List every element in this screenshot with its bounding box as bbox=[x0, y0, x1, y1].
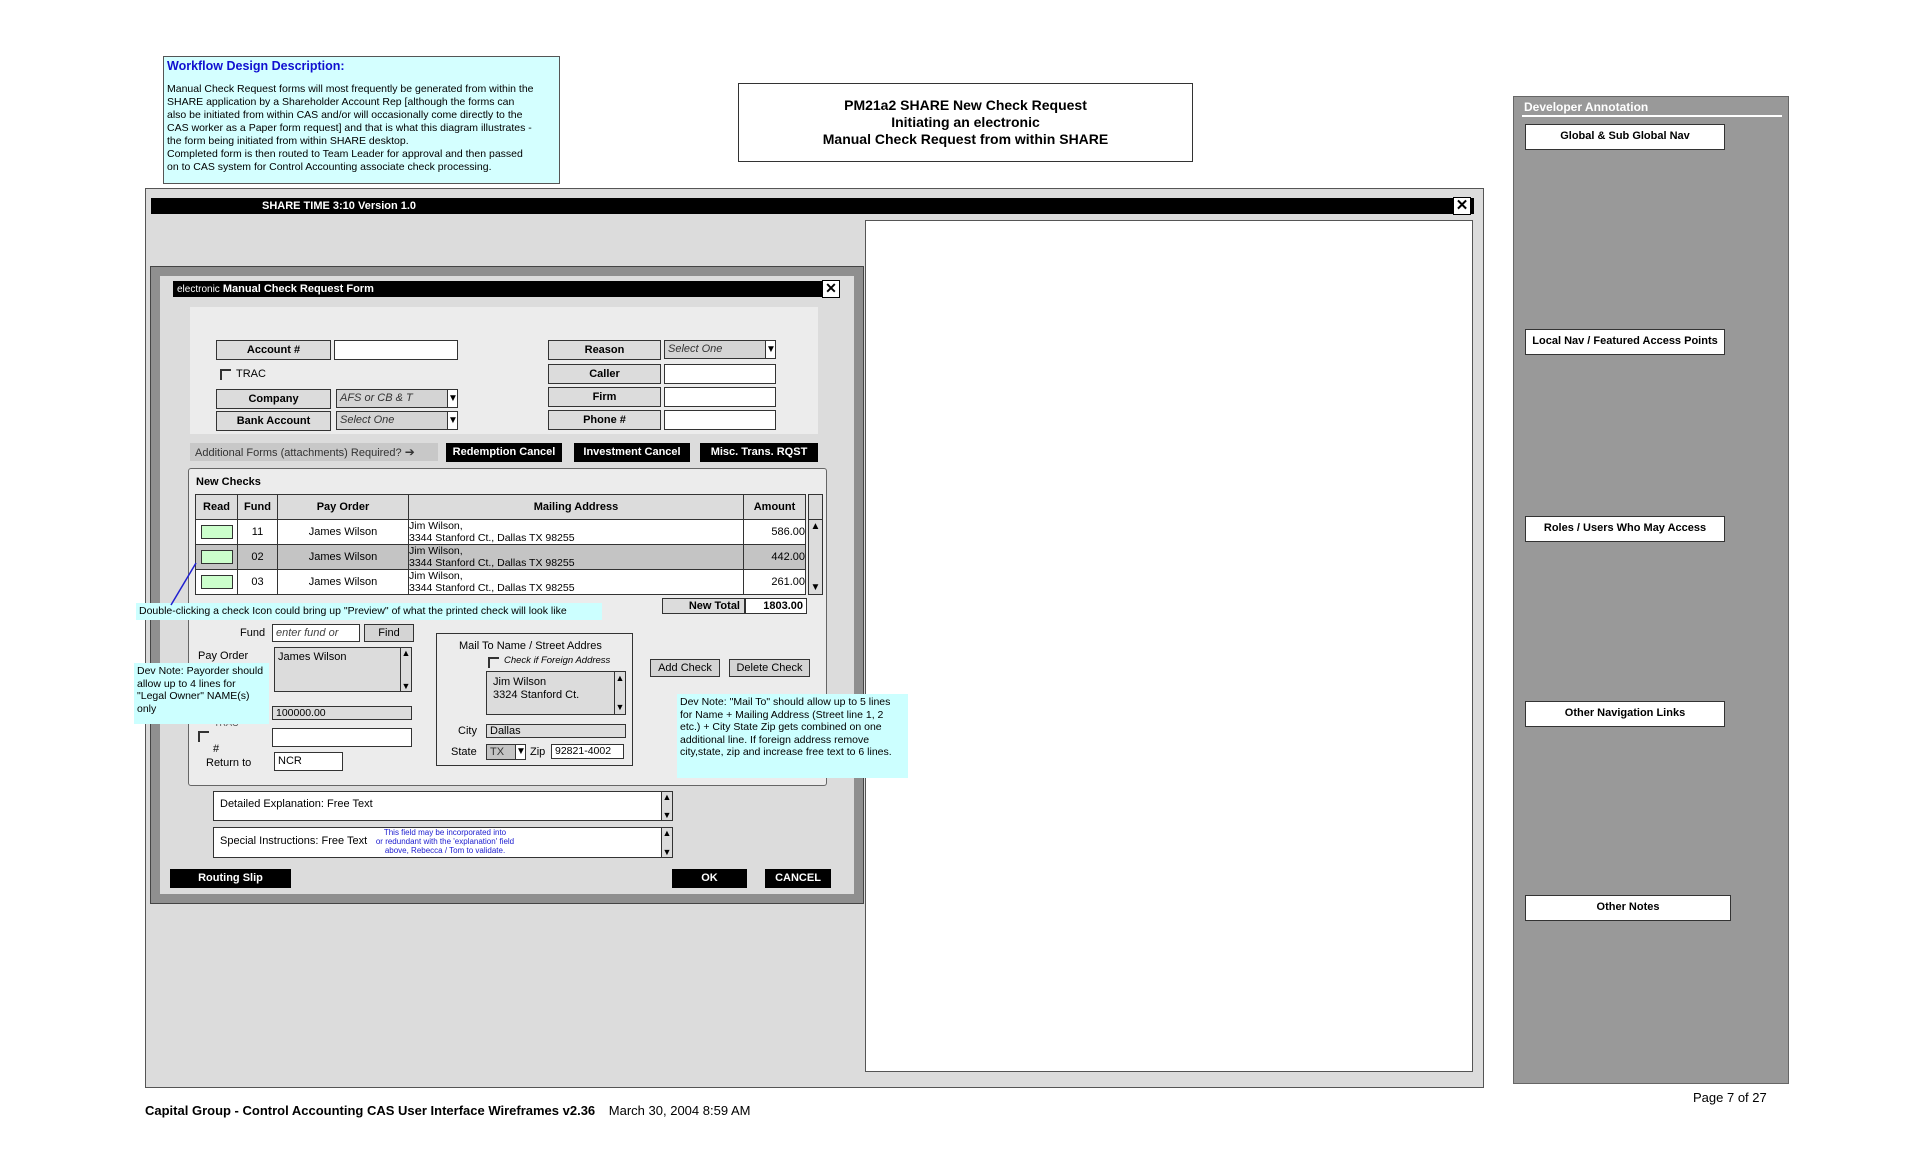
city-label: City bbox=[458, 725, 477, 737]
amount-cell: 261.00 bbox=[744, 570, 806, 595]
fund-label: Fund bbox=[240, 627, 266, 639]
arrow-up-icon[interactable]: ▲ bbox=[662, 792, 672, 802]
form-title-bar bbox=[173, 281, 839, 297]
mailing-address-cell bbox=[409, 545, 744, 570]
state-select-value: TX bbox=[490, 746, 505, 758]
chevron-down-icon[interactable]: ▼ bbox=[765, 341, 775, 358]
textarea-scrollbar[interactable] bbox=[661, 792, 672, 820]
trac-input[interactable] bbox=[272, 728, 412, 747]
arrow-right-icon: ➔ bbox=[404, 445, 415, 459]
trac-checkbox[interactable] bbox=[198, 731, 209, 742]
bank-account-select[interactable] bbox=[336, 411, 458, 430]
arrow-down-icon[interactable]: ▼ bbox=[615, 702, 625, 712]
column-header: Amount bbox=[744, 495, 806, 520]
firm-input[interactable] bbox=[664, 387, 776, 407]
payorder-dev-note: Dev Note: Payorder should allow up to 4 lines for "Legal Owner" NAME(s) only bbox=[134, 663, 269, 724]
address-line: 3344 Stanford Ct., Dallas TX 98255 bbox=[409, 557, 575, 569]
read-cell bbox=[196, 545, 238, 570]
roles-annotation-button[interactable]: Roles / Users Who May Access bbox=[1525, 516, 1725, 542]
new-total-label: New Total bbox=[662, 598, 745, 614]
table-scrollbar[interactable] bbox=[808, 519, 823, 595]
arrow-up-icon[interactable]: ▲ bbox=[615, 673, 625, 683]
form-title: Manual Check Request Form bbox=[222, 283, 374, 295]
global-nav-annotation-button[interactable]: Global & Sub Global Nav bbox=[1525, 124, 1725, 150]
column-header: Read bbox=[196, 495, 238, 520]
page-number: Page 7 of 27 bbox=[1693, 1090, 1767, 1105]
cancel-button[interactable]: CANCEL bbox=[765, 869, 831, 888]
company-select-value: AFS or CB & T bbox=[340, 392, 413, 404]
mail-to-line: Jim Wilson bbox=[493, 676, 547, 688]
page-title-line: Initiating an electronic bbox=[891, 114, 1040, 130]
content-pane bbox=[865, 220, 1473, 1072]
caller-input[interactable] bbox=[664, 364, 776, 384]
company-select[interactable] bbox=[336, 389, 458, 408]
arrow-up-icon[interactable]: ▲ bbox=[662, 828, 672, 838]
chevron-down-icon[interactable]: ▼ bbox=[447, 390, 457, 407]
pay-order-cell: James Wilson bbox=[278, 545, 409, 570]
account-label: Account # bbox=[216, 340, 331, 360]
zip-input[interactable]: 92821-4002 bbox=[551, 744, 624, 759]
other-nav-links-annotation-button[interactable]: Other Navigation Links bbox=[1525, 701, 1725, 727]
address-line: 3344 Stanford Ct., Dallas TX 98255 bbox=[409, 582, 575, 594]
delete-check-button[interactable]: Delete Check bbox=[729, 659, 810, 677]
amount-input[interactable]: 100000.00 bbox=[272, 706, 412, 720]
mailing-address-cell bbox=[409, 570, 744, 595]
routing-slip-button[interactable]: Routing Slip bbox=[170, 869, 291, 888]
page-title-line: Manual Check Request from within SHARE bbox=[822, 131, 1109, 147]
arrow-down-icon[interactable]: ▼ bbox=[401, 681, 411, 691]
note-line: above, Rebecca / Tom to validate. bbox=[384, 846, 506, 855]
arrow-up-icon[interactable]: ▲ bbox=[810, 521, 821, 532]
workflow-line: SHARE application by a Shareholder Account Rep [although the forms can bbox=[167, 96, 515, 108]
special-instructions-note bbox=[370, 828, 520, 855]
footer bbox=[145, 1103, 750, 1118]
column-header: Pay Order bbox=[278, 495, 409, 520]
workflow-line: CAS worker as a Paper form request] and that is what this diagram illustrates - bbox=[167, 122, 532, 134]
foreign-address-label: Check if Foreign Address bbox=[504, 655, 611, 666]
redemption-cancel-button[interactable]: Redemption Cancel bbox=[446, 443, 562, 462]
phone-label: Phone # bbox=[548, 410, 661, 430]
table-header-row bbox=[196, 495, 806, 520]
fund-input[interactable]: enter fund or bbox=[272, 624, 360, 642]
address-line: Jim Wilson, bbox=[409, 570, 463, 582]
read-cell bbox=[196, 520, 238, 545]
find-button[interactable]: Find bbox=[364, 624, 414, 642]
arrow-down-icon[interactable]: ▼ bbox=[662, 810, 672, 820]
workflow-line: on to CAS system for Control Accounting associate check processing. bbox=[167, 161, 492, 173]
developer-annotation-title: Developer Annotation bbox=[1524, 100, 1649, 114]
chevron-down-icon[interactable]: ▼ bbox=[516, 746, 526, 757]
workflow-line: Manual Check Request forms will most frequently be generated from within the bbox=[167, 83, 534, 95]
check-icon[interactable] bbox=[201, 525, 233, 539]
phone-input[interactable] bbox=[664, 410, 776, 430]
address-line: 3344 Stanford Ct., Dallas TX 98255 bbox=[409, 532, 575, 544]
reason-label: Reason bbox=[548, 340, 661, 360]
mail-to-label: Mail To Name / Street Addres bbox=[459, 640, 602, 652]
page-title bbox=[738, 83, 1193, 162]
bank-account-label: Bank Account bbox=[216, 411, 331, 431]
textarea-scrollbar[interactable] bbox=[400, 648, 411, 691]
column-header: Mailing Address bbox=[409, 495, 744, 520]
table-header-spacer bbox=[808, 494, 823, 520]
textarea-scrollbar[interactable] bbox=[614, 672, 625, 714]
pay-order-label: Pay Order bbox=[198, 650, 249, 662]
column-header: Fund bbox=[238, 495, 278, 520]
note-line: or redundant with the 'explanation' field bbox=[375, 837, 515, 846]
new-checks-title: New Checks bbox=[196, 476, 261, 488]
state-select[interactable] bbox=[486, 744, 526, 760]
detailed-explanation-text: Detailed Explanation: Free Text bbox=[220, 798, 373, 810]
pay-order-cell: James Wilson bbox=[278, 520, 409, 545]
ok-button[interactable]: OK bbox=[672, 869, 747, 888]
table-row[interactable] bbox=[196, 545, 806, 570]
hash-label: # bbox=[213, 743, 220, 755]
table-row[interactable] bbox=[196, 570, 806, 595]
close-icon[interactable]: ✕ bbox=[1453, 197, 1471, 215]
pay-order-cell: James Wilson bbox=[278, 570, 409, 595]
other-notes-annotation-button[interactable]: Other Notes bbox=[1525, 895, 1731, 921]
arrow-down-icon[interactable]: ▼ bbox=[810, 582, 821, 593]
share-title-bar bbox=[151, 198, 1474, 214]
read-cell bbox=[196, 570, 238, 595]
textarea-scrollbar[interactable] bbox=[661, 828, 672, 857]
reason-select[interactable] bbox=[664, 340, 776, 359]
additional-forms-label bbox=[190, 443, 438, 461]
footer-date: March 30, 2004 8:59 AM bbox=[608, 1103, 751, 1118]
trac-label: TRAC bbox=[236, 368, 266, 380]
pay-order-value: James Wilson bbox=[278, 651, 347, 663]
new-checks-table bbox=[195, 494, 806, 595]
arrow-up-icon[interactable]: ▲ bbox=[401, 648, 411, 658]
firm-label: Firm bbox=[548, 387, 661, 407]
add-check-button[interactable]: Add Check bbox=[650, 659, 720, 677]
check-icon[interactable] bbox=[201, 575, 233, 589]
misc-trans-rqst-button[interactable]: Misc. Trans. RQST bbox=[700, 443, 818, 462]
connector-line bbox=[168, 561, 200, 607]
additional-forms-text: Additional Forms (attachments) Required? bbox=[195, 447, 402, 459]
bank-account-select-value: Select One bbox=[340, 414, 395, 426]
amount-cell: 586.00 bbox=[744, 520, 806, 545]
address-line: Jim Wilson, bbox=[409, 545, 463, 557]
mailto-dev-note: Dev Note: "Mail To" should allow up to 5 lines for Name + Mailing Address (Street line 1, 2 etc.) + City State Zip gets combined on one additional line. If foreign address remove city,state, zip and increase free text to 6 lines. bbox=[677, 694, 908, 778]
detailed-explanation-textarea[interactable] bbox=[213, 791, 673, 821]
caller-label: Caller bbox=[548, 364, 661, 384]
company-label: Company bbox=[216, 389, 331, 409]
local-nav-annotation-button[interactable]: Local Nav / Featured Access Points bbox=[1525, 329, 1725, 355]
account-input[interactable] bbox=[334, 340, 458, 360]
workflow-line: also be initiated from within CAS and/or will occasionally come directly to the bbox=[167, 109, 523, 121]
workflow-description bbox=[163, 56, 560, 184]
new-total-value: 1803.00 bbox=[745, 598, 807, 614]
page-title-line: PM21a2 SHARE New Check Request bbox=[844, 97, 1087, 113]
special-instructions-text: Special Instructions: Free Text bbox=[220, 835, 368, 847]
pay-order-textarea[interactable] bbox=[274, 647, 412, 692]
fund-cell: 03 bbox=[238, 570, 278, 595]
fund-cell: 02 bbox=[238, 545, 278, 570]
preview-note: Double-clicking a check Icon could bring up "Preview" of what the printed check will look like bbox=[136, 603, 602, 620]
note-line: This field may be incorporated into bbox=[383, 828, 507, 837]
arrow-down-icon[interactable]: ▼ bbox=[662, 847, 672, 857]
fund-cell: 11 bbox=[238, 520, 278, 545]
return-to-label: Return to bbox=[206, 757, 252, 769]
close-icon[interactable]: ✕ bbox=[822, 280, 840, 298]
mail-to-textarea[interactable] bbox=[486, 671, 626, 715]
foreign-address-checkbox[interactable] bbox=[488, 657, 499, 668]
footer-text: Capital Group - Control Accounting CAS User Interface Wireframes v2.36 bbox=[145, 1103, 596, 1118]
check-icon[interactable] bbox=[201, 550, 233, 564]
chevron-down-icon[interactable]: ▼ bbox=[447, 412, 457, 429]
workflow-line: Completed form is then routed to Team Leader for approval and then passed bbox=[167, 148, 523, 160]
reason-select-value: Select One bbox=[668, 343, 723, 355]
mail-to-line: 3324 Stanford Ct. bbox=[493, 689, 580, 701]
return-to-input[interactable]: NCR bbox=[274, 752, 343, 771]
amount-cell: 442.00 bbox=[744, 545, 806, 570]
mailing-address-cell bbox=[409, 520, 744, 545]
state-label: State bbox=[451, 746, 477, 758]
city-input[interactable]: Dallas bbox=[486, 724, 626, 738]
table-row[interactable] bbox=[196, 520, 806, 545]
workflow-title: Workflow Design Description: bbox=[167, 59, 345, 73]
developer-annotation-panel bbox=[1513, 96, 1789, 1084]
investment-cancel-button[interactable]: Investment Cancel bbox=[574, 443, 690, 462]
trac-checkbox[interactable] bbox=[220, 369, 231, 380]
address-line: Jim Wilson, bbox=[409, 520, 463, 532]
form-title-prefix: electronic bbox=[177, 284, 220, 295]
workflow-line: the form being initiated from within SHARE desktop. bbox=[167, 135, 409, 147]
divider bbox=[1522, 115, 1782, 117]
share-window-title: SHARE TIME 3:10 Version 1.0 bbox=[262, 200, 417, 212]
zip-label: Zip bbox=[530, 746, 546, 758]
